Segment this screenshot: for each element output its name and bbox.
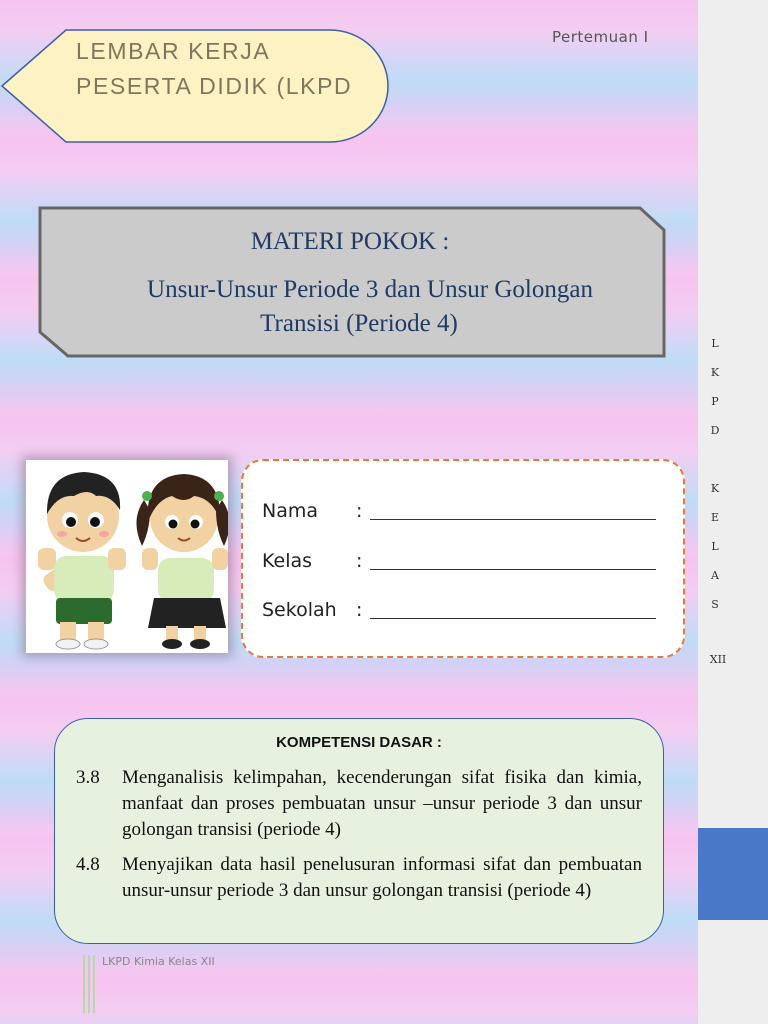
class-label: Kelas: [262, 550, 313, 572]
girl-figure: [136, 474, 228, 649]
name-colon: :: [356, 500, 363, 522]
vertical-letter: L: [711, 337, 719, 350]
kompetensi-text: Menyajikan data hasil penelusuran informasi sifat dan pembuatan unsur-unsur periode 3 dan unsur golongan transisi (periode 4): [122, 854, 642, 901]
kompetensi-number: 3.8: [76, 767, 100, 788]
children-image: [26, 460, 228, 653]
vertical-letter: S: [711, 598, 719, 611]
class-blank-line[interactable]: [370, 569, 656, 570]
vertical-class-label: XII: [709, 653, 727, 666]
vertical-letter: L: [711, 540, 719, 553]
name-field[interactable]: [262, 500, 362, 522]
school-colon: :: [356, 599, 363, 621]
class-field[interactable]: [262, 550, 362, 572]
meeting-label: Pertemuan I: [552, 28, 649, 46]
materi-heading: MATERI POKOK :: [250, 228, 450, 255]
school-field[interactable]: [262, 599, 362, 621]
vertical-letter: K: [710, 366, 720, 379]
kompetensi-text: Menganalisis kelimpahan, kecenderungan sifat fisika dan kimia, manfaat dan proses pembuatan unsur –unsur periode 3 dan unsur golongan transisi (periode 4): [122, 767, 642, 840]
vertical-letter: E: [710, 511, 720, 524]
vertical-letter: D: [710, 424, 720, 437]
name-blank-line[interactable]: [370, 519, 656, 520]
footer-label: LKPD Kimia Kelas XII: [102, 955, 215, 968]
footer-divider: [82, 955, 96, 1015]
materi-topic-line: Transisi (Periode 4): [260, 310, 458, 337]
worksheet-title: LEMBAR KERJA PESERTA DIDIK (LKPD: [76, 38, 353, 99]
name-label: Nama: [262, 500, 319, 522]
vertical-label: [700, 334, 730, 624]
kompetensi-item: [76, 852, 642, 904]
students-illustration: [26, 460, 228, 653]
kompetensi-number: 4.8: [76, 854, 100, 875]
vertical-letter: [700, 450, 730, 479]
boy-figure: [38, 472, 126, 649]
vertical-letter: P: [711, 395, 719, 408]
materi-topic: [60, 273, 680, 341]
vertical-letter: K: [710, 482, 720, 495]
school-blank-line[interactable]: [370, 618, 656, 619]
class-colon: :: [356, 550, 363, 572]
school-label: Sekolah: [262, 599, 337, 621]
materi-topic-line: Unsur-Unsur Periode 3 dan Unsur Golongan: [147, 276, 593, 303]
side-accent-block: [698, 828, 768, 920]
vertical-letter: A: [711, 569, 719, 582]
kompetensi-title: KOMPETENSI DASAR :: [276, 734, 442, 751]
kompetensi-item: [76, 765, 642, 843]
